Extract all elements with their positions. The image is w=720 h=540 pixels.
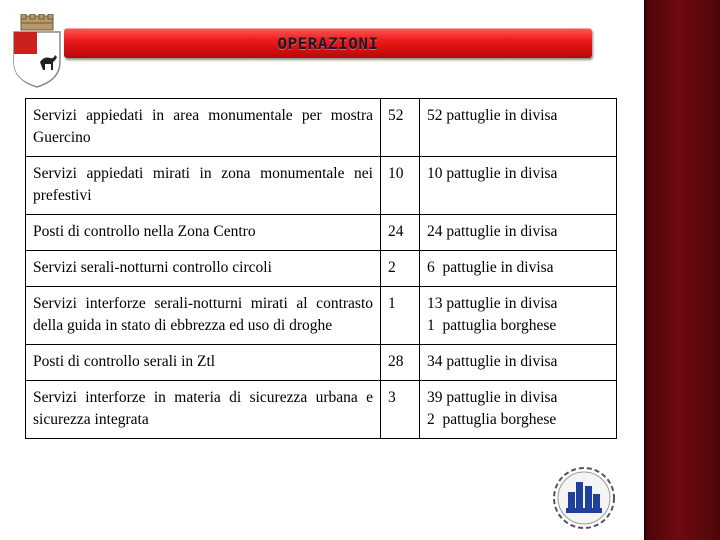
row-units: 52 pattuglie in divisa	[420, 99, 617, 157]
page-title: OPERAZIONI	[277, 33, 379, 53]
row-units: 34 pattuglie in divisa	[420, 345, 617, 381]
row-count: 52	[381, 99, 420, 157]
right-sidebar-band	[644, 0, 720, 540]
police-badge-icon	[552, 466, 616, 530]
row-description: Servizi appiedati mirati in zona monumentale nei prefestivi	[26, 157, 381, 215]
table-row	[26, 381, 617, 439]
row-description: Posti di controllo serali in Ztl	[26, 345, 381, 381]
operations-table	[25, 98, 617, 439]
sidebar-edge	[644, 0, 646, 540]
table-row	[26, 157, 617, 215]
row-description: Servizi interforze serali-notturni mirati al contrasto della guida in stato di ebbrezza ed uso di droghe	[26, 287, 381, 345]
row-count: 28	[381, 345, 420, 381]
title-banner	[64, 28, 592, 58]
row-units: 13 pattuglie in divisa 1 pattuglia borghese	[420, 287, 617, 345]
row-description: Servizi interforze in materia di sicurezza urbana e sicurezza integrata	[26, 381, 381, 439]
row-count: 2	[381, 251, 420, 287]
row-count: 1	[381, 287, 420, 345]
table-row	[26, 345, 617, 381]
coat-of-arms-icon	[10, 14, 64, 88]
table-row	[26, 215, 617, 251]
row-description: Servizi appiedati in area monumentale per mostra Guercino	[26, 99, 381, 157]
row-units: 6 pattuglie in divisa	[420, 251, 617, 287]
row-count: 3	[381, 381, 420, 439]
row-count: 24	[381, 215, 420, 251]
table-row	[26, 251, 617, 287]
table-row	[26, 287, 617, 345]
row-count: 10	[381, 157, 420, 215]
row-units: 39 pattuglie in divisa 2 pattuglia borghese	[420, 381, 617, 439]
row-description: Servizi serali-notturni controllo circoli	[26, 251, 381, 287]
row-units: 24 pattuglie in divisa	[420, 215, 617, 251]
row-units: 10 pattuglie in divisa	[420, 157, 617, 215]
row-description: Posti di controllo nella Zona Centro	[26, 215, 381, 251]
table-row	[26, 99, 617, 157]
